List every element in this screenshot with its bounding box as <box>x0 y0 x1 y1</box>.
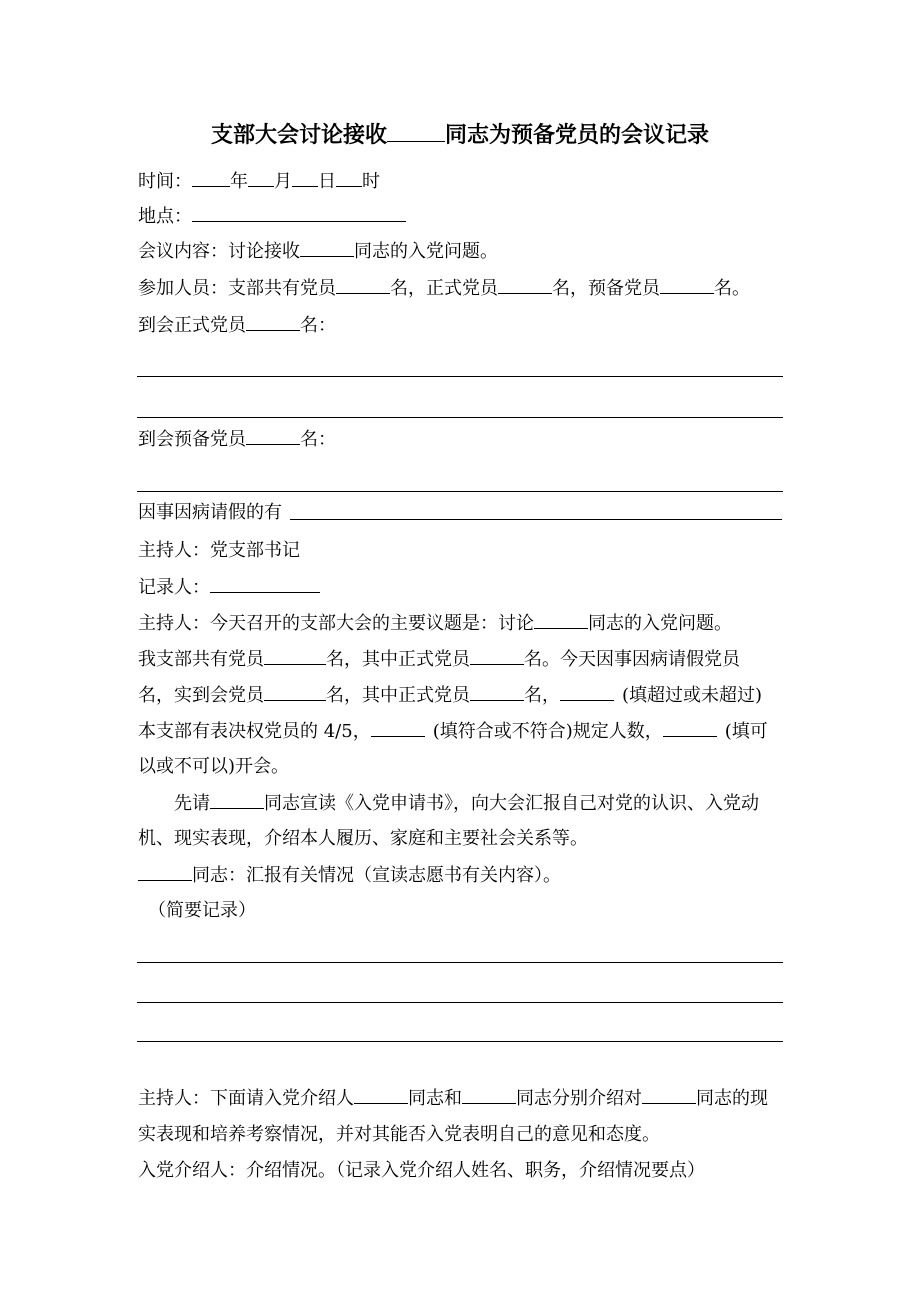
formal-present-blank[interactable] <box>246 314 300 331</box>
host-speech-line-1: 主持人：今天召开的支部大会的主要议题是：讨论 同志的入党问题。 <box>138 613 732 634</box>
speech-present-formal-blank[interactable] <box>470 684 524 701</box>
introducers-line-2: 实表现和培养考察情况，并对其能否入党表明自己的意见和态度。 <box>138 1124 660 1145</box>
host-speech-line-3: 名，实到会党员 名，其中正式党员 名， (填超过或未超过) <box>138 685 763 706</box>
month-blank[interactable] <box>248 170 274 187</box>
host-speech-line-5: 以或不可以)开会。 <box>138 756 290 777</box>
host-speech-line-4: 本支部有表决权党员的 4/5， (填符合或不符合)规定人数， (填可 <box>138 721 768 742</box>
host-line: 主持人：党支部书记 <box>138 540 300 561</box>
read-line-1: 先请 同志宣读《入党申请书》，向大会汇报自己对党的认识、入党动 <box>174 793 759 814</box>
absent-line: 因事因病请假的有 <box>138 502 282 523</box>
formal-present-names-line-1[interactable] <box>137 376 783 377</box>
title-name-blank[interactable] <box>387 125 445 142</box>
document-title: 支部大会讨论接收 同志为预备党员的会议记录 <box>210 122 710 148</box>
place-blank[interactable] <box>192 205 406 222</box>
applicant-name-blank[interactable] <box>642 1087 696 1104</box>
formal-present-names-line-2[interactable] <box>137 417 783 418</box>
speech-conform-blank[interactable] <box>371 720 425 737</box>
introducer-1-blank[interactable] <box>354 1087 408 1104</box>
speech-exceed-blank[interactable] <box>560 684 614 701</box>
attendees-line: 参加人员：支部共有党员 名，正式党员 名，预备党员 名。 <box>138 278 750 299</box>
day-blank[interactable] <box>292 170 318 187</box>
read-line-2: 机、现实表现，介绍本人履历、家庭和主要社会关系等。 <box>138 828 588 849</box>
place-line: 地点： <box>138 205 406 228</box>
formal-present-line: 到会正式党员 名： <box>138 315 336 336</box>
probation-present-line: 到会预备党员 名： <box>138 429 336 450</box>
speech-name-blank[interactable] <box>534 612 588 629</box>
content-line: 会议内容：讨论接收 同志的入党问题。 <box>138 241 498 262</box>
read-name-blank[interactable] <box>210 792 264 809</box>
speech-present-blank[interactable] <box>264 684 326 701</box>
content-name-blank[interactable] <box>300 240 354 257</box>
brief-record-line-3[interactable] <box>137 1041 783 1042</box>
read-line-3: 同志：汇报有关情况（宣读志愿书有关内容）。 <box>138 864 561 887</box>
introducers-line-3: 入党介绍人：介绍情况。（记录入党介绍人姓名、职务，介绍情况要点） <box>138 1160 705 1181</box>
report-name-blank[interactable] <box>138 864 192 881</box>
formal-members-blank[interactable] <box>498 277 552 294</box>
probation-present-names-line[interactable] <box>137 491 783 492</box>
speech-formal-blank[interactable] <box>470 648 524 665</box>
absent-names-blank[interactable] <box>290 519 782 520</box>
probation-members-blank[interactable] <box>660 277 714 294</box>
recorder-blank[interactable] <box>210 576 320 593</box>
host-speech-line-2: 我支部共有党员 名，其中正式党员 名。今天因事因病请假党员 <box>138 649 740 670</box>
speech-total-blank[interactable] <box>264 648 326 665</box>
year-blank[interactable] <box>192 170 230 187</box>
total-members-blank[interactable] <box>336 277 390 294</box>
speech-allow-blank[interactable] <box>663 720 717 737</box>
recorder-line: 记录人： <box>138 576 320 599</box>
introducers-line-1: 主持人：下面请入党介绍人 同志和 同志分别介绍对 同志的现 <box>138 1088 768 1109</box>
brief-record-line-1[interactable] <box>137 962 783 963</box>
introducer-2-blank[interactable] <box>462 1087 516 1104</box>
probation-present-blank[interactable] <box>246 428 300 445</box>
brief-record-note: （简要记录） <box>148 900 256 921</box>
hour-blank[interactable] <box>336 170 362 187</box>
brief-record-line-2[interactable] <box>137 1002 783 1003</box>
time-line: 时间： 年 月 日 时 <box>138 171 380 192</box>
